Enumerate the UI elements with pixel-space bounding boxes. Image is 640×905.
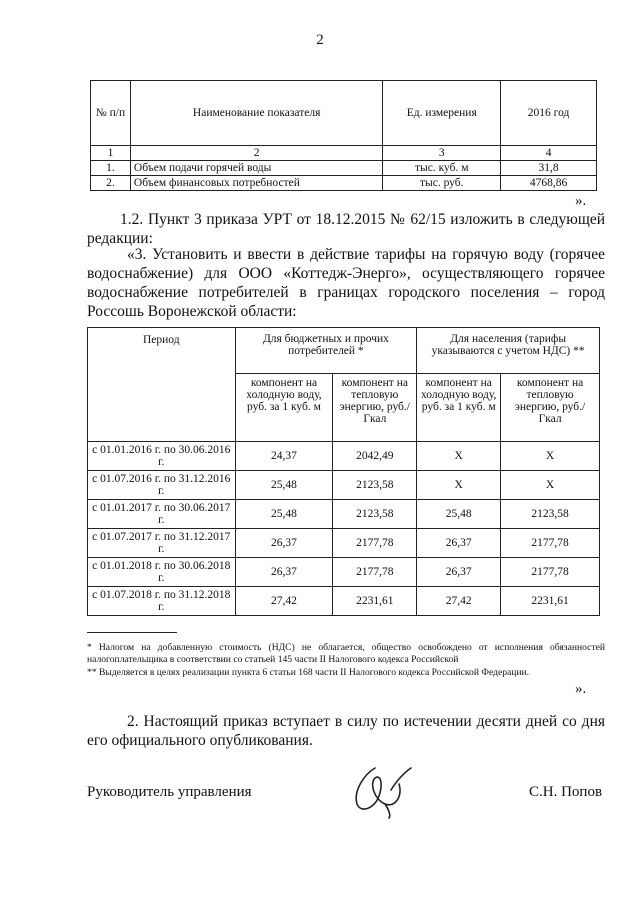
- footnote-separator: [87, 632, 177, 633]
- table-cell: 27,42: [417, 587, 501, 616]
- subheader-cell: компонент на холодную воду, руб. за 1 куб. м: [235, 374, 333, 442]
- table-row: [88, 471, 600, 500]
- table-cell: 2.: [91, 176, 131, 191]
- table-index-row: [91, 146, 597, 161]
- footnote-2: ** Выделяется в целях реализации пункта 6 статьи 168 части II Налогового кодекса Российской Федерации.: [87, 667, 530, 678]
- table-row: [91, 176, 597, 191]
- table-cell: 25,48: [417, 500, 501, 529]
- subheader-cell: компонент на тепловую энергию, руб./Гкал: [501, 374, 600, 442]
- table-cell: X: [501, 442, 600, 471]
- signatory-title: Руководитель управления: [87, 784, 252, 800]
- table-cell: 24,37: [235, 442, 333, 471]
- closing-quote: ».: [575, 193, 587, 209]
- table-row: [88, 587, 600, 616]
- table-header-row: [91, 81, 597, 146]
- table-header-row: [88, 328, 600, 374]
- index-cell: 2: [130, 146, 382, 161]
- table-row: [91, 161, 597, 176]
- table-cell: 1.: [91, 161, 131, 176]
- table-cell: 27,42: [235, 587, 333, 616]
- header-cell: 2016 год: [501, 81, 597, 146]
- table-cell: 2231,61: [501, 587, 600, 616]
- table-row: [88, 500, 600, 529]
- page-number: 2: [316, 32, 324, 48]
- subheader-cell: компонент на тепловую энергию, руб./Гкал: [333, 374, 417, 442]
- table-cell: 26,37: [417, 529, 501, 558]
- table-row: [88, 529, 600, 558]
- table-cell: 2042,49: [333, 442, 417, 471]
- index-cell: 4: [501, 146, 597, 161]
- subheader-cell: компонент на холодную воду, руб. за 1 куб. м: [417, 374, 501, 442]
- table-cell: тыс. руб.: [383, 176, 501, 191]
- table-cell: 4768,86: [501, 176, 597, 191]
- tariffs-table: [87, 327, 600, 616]
- period-cell: с 01.07.2018 г. по 31.12.2018 г.: [88, 587, 236, 616]
- header-budget: Для бюджетных и прочих потребителей *: [235, 328, 417, 374]
- table-cell: 25,48: [235, 471, 333, 500]
- closing-quote: ».: [575, 681, 587, 697]
- table-cell: 31,8: [501, 161, 597, 176]
- header-period: Период: [88, 328, 236, 442]
- period-cell: с 01.01.2017 г. по 30.06.2017 г.: [88, 500, 236, 529]
- signature-icon: [345, 760, 425, 820]
- paragraph-1-2: 1.2. Пункт 3 приказа УРТ от 18.12.2015 № 62/15 изложить в следующей: [120, 211, 605, 228]
- paragraph-3: «3. Установить и ввести в действие тарифы на горячую воду (горячее водоснабжение) для ООО «Коттедж-Энерго», осуществляющего горячее водоснабжение потребителей в границах городского поселения – город Россошь Воронежской области:: [87, 246, 605, 320]
- indicators-table: [90, 80, 597, 191]
- table-row: [88, 442, 600, 471]
- table-cell: 2177,78: [333, 529, 417, 558]
- period-cell: с 01.01.2018 г. по 30.06.2018 г.: [88, 558, 236, 587]
- table-cell: 2177,78: [501, 529, 600, 558]
- header-cell: Наименование показателя: [130, 81, 382, 146]
- period-cell: с 01.07.2017 г. по 31.12.2017 г.: [88, 529, 236, 558]
- table-cell: 2123,58: [501, 500, 600, 529]
- table-cell: Объем подачи горячей воды: [130, 161, 382, 176]
- table-cell: 2123,58: [333, 500, 417, 529]
- table-cell: X: [417, 442, 501, 471]
- table-cell: 25,48: [235, 500, 333, 529]
- index-cell: 1: [91, 146, 131, 161]
- header-cell: Ед. измерения: [383, 81, 501, 146]
- footnote-1: * Налогом на добавленную стоимость (НДС) не облагается, общество освобождено от исполнения обязанностей налогоплательщика в соответствии со статьей 145 части II Налогового кодекса Российской: [87, 642, 605, 665]
- period-cell: с 01.01.2016 г. по 30.06.2016 г.: [88, 442, 236, 471]
- table-cell: 26,37: [235, 529, 333, 558]
- table-cell: 2177,78: [333, 558, 417, 587]
- table-cell: тыс. куб. м: [383, 161, 501, 176]
- index-cell: 3: [383, 146, 501, 161]
- table-cell: 2231,61: [333, 587, 417, 616]
- paragraph-2: 2. Настоящий приказ вступает в силу по истечении десяти дней со дня его официального опубликования.: [87, 713, 605, 749]
- table-cell: 26,37: [417, 558, 501, 587]
- table-cell: 2177,78: [501, 558, 600, 587]
- table-cell: 2123,58: [333, 471, 417, 500]
- paragraph-1-2-continued: редакции:: [87, 230, 153, 247]
- signatory-name: С.Н. Попов: [529, 784, 603, 800]
- header-population: Для населения (тарифы указываются с учетом НДС) **: [417, 328, 600, 374]
- table-row: [88, 558, 600, 587]
- header-cell: № п/п: [91, 81, 131, 146]
- table-cell: Объем финансовых потребностей: [130, 176, 382, 191]
- table-cell: X: [501, 471, 600, 500]
- table-cell: 26,37: [235, 558, 333, 587]
- period-cell: с 01.07.2016 г. по 31.12.2016 г.: [88, 471, 236, 500]
- table-cell: X: [417, 471, 501, 500]
